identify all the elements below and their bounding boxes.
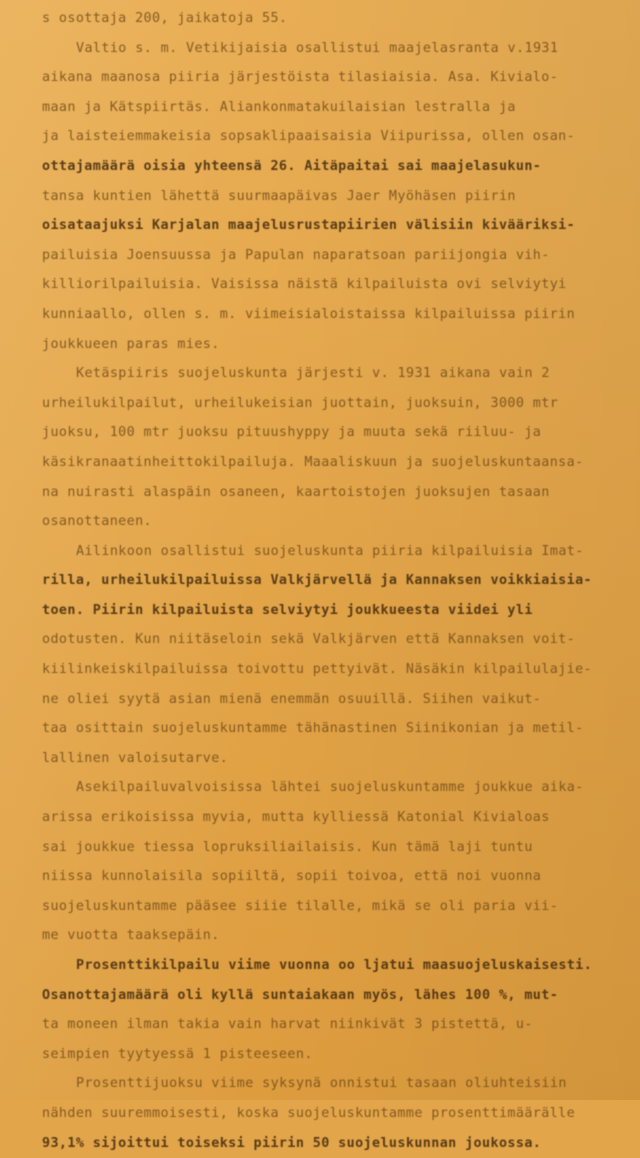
text-line: ne oliei syytä asian mienä enemmän osuuillä. Siihen vaikut- [42, 691, 542, 707]
typewritten-text-body [42, 4, 612, 1158]
text-line: juoksu, 100 mtr juoksu pituushyppy ja muuta sekä riiluu- ja [42, 425, 542, 441]
text-line: ottajamäärä oisia yhteensä 26. Aitäpaitai sai maajelasukun- [42, 158, 542, 174]
text-line: me vuotta taaksepäin. [42, 928, 220, 944]
text-line: kiilinkeiskilpailuissa toivottu pettyivät. Näsäkin kilpailulajie- [42, 662, 593, 678]
text-line: aikana maanosa piiria järjestöista tilasiaisia. Asa. Kivialo- [42, 70, 559, 86]
text-line: sai joukkue tiessa lopruksiliailaisis. Kun tämä laji tuntu [42, 839, 533, 855]
text-line: ta moneen ilman takia vain harvat niinkivät 3 pistettä, u- [42, 1017, 533, 1033]
text-line: joukkueen paras mies. [42, 336, 220, 352]
text-line: ja laisteiemmakeisia sopsaklipaaisaisia Viipurissa, ollen osan- [42, 129, 576, 145]
text-line: pailuisia Joensuussa ja Papulan naparatsoan pariijongia vih- [42, 247, 550, 263]
text-line: oisataajuksi Karjalan maajelusrustapiirien välisiin kivääriksi- [42, 218, 576, 234]
text-line: Osanottajamäärä oli kyllä suntaiakaan myös, lähes 100 %, mut- [42, 987, 559, 1003]
text-line: taa osittain suojeluskuntamme tähänastinen Siinikonian ja metil- [42, 721, 584, 737]
text-line: odotusten. Kun niitäseloin sekä Valkjärven että Kannaksen voit- [42, 632, 576, 648]
text-line: seimpien tyytyessä 1 pisteeseen. [42, 1046, 313, 1062]
text-line: toen. Piirin kilpailuista selviytyi joukkueesta viidei yli [42, 602, 533, 618]
text-line: tansa kuntien lähettä suurmaapäivas Jaer Myöhäsen piirin [42, 188, 516, 204]
text-line: Asekilpailuvalvoisissa lähtei suojeluskuntamme joukkue aika- [76, 780, 584, 796]
text-line: arissa erikoisissa myvia, mutta kylliessä Katonial Kivialoas [42, 810, 550, 826]
text-line: Ketäspiiris suojeluskunta järjesti v. 1931 aikana vain 2 [76, 366, 550, 382]
text-line: Ailinkoon osallistui suojeluskunta piiria kilpailuisia Imat- [76, 543, 584, 559]
text-line: kunniaallo, ollen s. m. viimeisialoistaissa kilpailuissa piirin [42, 306, 576, 322]
text-line: niissa kunnolaisila sopiiltä, sopii toivoa, että noi vuonna [42, 869, 542, 885]
text-line: killiorilpailuisia. Vaisissa näistä kilpailuista ovi selviytyi [42, 277, 567, 293]
text-line: lallinen valoisutarve. [42, 750, 229, 766]
text-line: maan ja Kätspiirtäs. Aliankonmatakuilaisian lestralla ja [42, 99, 516, 115]
text-line: na nuirasti alaspäin osaneen, kaartoistojen juoksujen tasaan [42, 484, 550, 500]
text-line: nähden suuremmoisesti, koska suojeluskuntamme prosenttimäärälle [42, 1105, 576, 1121]
text-line: Prosenttikilpailu viime vuonna oo ljatui maasuojeluskaisesti. [76, 958, 593, 973]
text-line: Valtio s. m. Vetikijaisia osallistui maajelasranta v.1931 [76, 40, 559, 56]
text-line: s osottaja 200, jaikatoja 55. [42, 11, 288, 26]
text-line: suojeluskuntamme pääsee siiie tilalle, mikä se oli paria vii- [42, 898, 559, 914]
text-line: rilla, urheilukilpailuissa Valkjärvellä ja Kannaksen voikkiaisia- [42, 573, 593, 589]
text-line: Prosenttijuoksu viime syksynä onnistui tasaan oliuhteisiin [76, 1076, 567, 1092]
text-line: urheilukilpailut, urheilukeisian juottain, juoksuin, 3000 mtr [42, 395, 559, 411]
text-line: osanottaneen. [42, 514, 153, 530]
text-line: 93,1% sijoittui toiseksi piirin 50 suojeluskunnan joukossa. [42, 1135, 542, 1151]
text-line: käsikranaatinheittokilpailuja. Maaaliskuun ja suojeluskuntaansa- [42, 454, 584, 470]
